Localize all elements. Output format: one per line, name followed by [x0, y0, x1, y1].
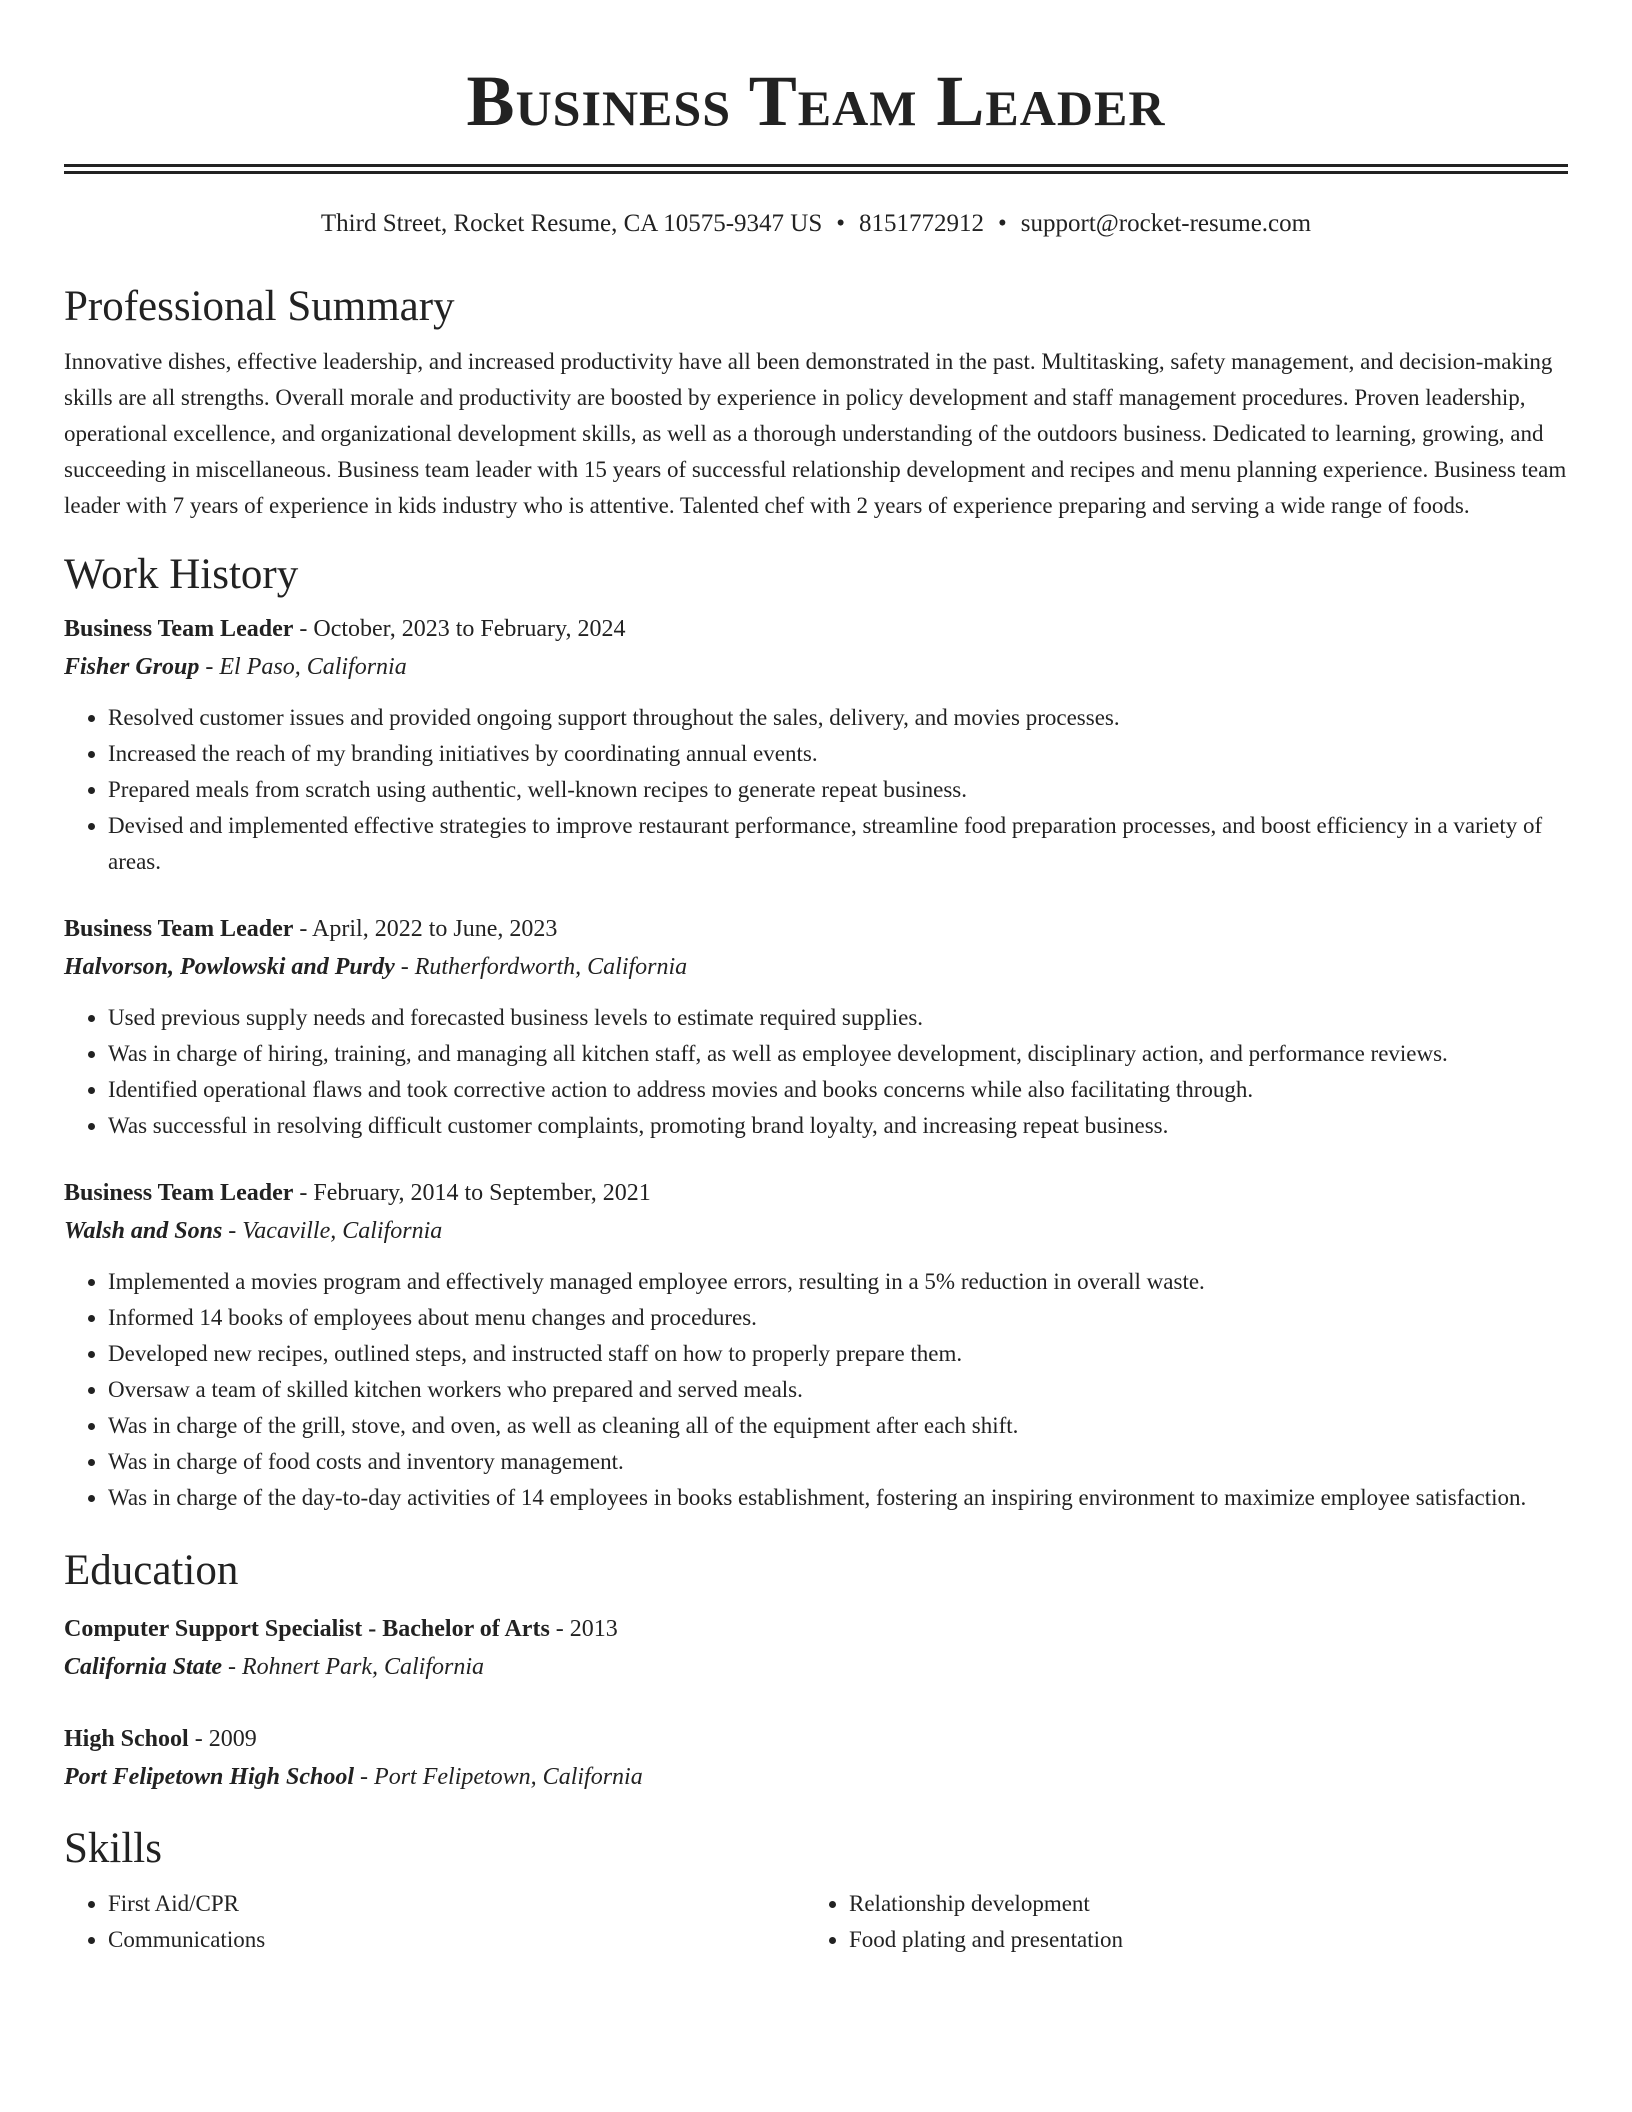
contact-separator: •	[998, 210, 1007, 237]
job-company-line	[64, 648, 1568, 686]
job-bullet: • Identified operational flaws and took corrective action to address movies and books concerns while also facilitating through.	[108, 1072, 1568, 1108]
contact-separator: •	[836, 210, 846, 237]
skills-heading: Skills	[64, 1825, 162, 1872]
job-bullet: • Informed 14 books of employees about menu changes and procedures.	[108, 1300, 1568, 1336]
job-role: Business Team Leader	[64, 616, 294, 642]
job-bullet: • Was in charge of the day-to-day activities of 14 employees in books establishment, fostering an inspiring environment to maximize employee satisfaction.	[108, 1480, 1568, 1516]
education-school-line	[64, 1648, 1568, 1686]
education-year: - 2013	[549, 1616, 618, 1642]
job-bullet: • Implemented a movies program and effectively managed employee errors, resulting in a 5% reduction in overall waste.	[108, 1264, 1568, 1300]
contact-line	[64, 208, 1568, 240]
contact-phone: 8151772912	[859, 210, 985, 237]
skill-item: • Food plating and presentation	[849, 1922, 1546, 1958]
job-role: Business Team Leader	[64, 916, 294, 942]
job-title-line	[64, 1174, 1568, 1212]
skill-item: • Relationship development	[849, 1886, 1546, 1922]
job-bullet: • Oversaw a team of skilled kitchen workers who prepared and served meals.	[108, 1372, 1568, 1408]
education-school: California State	[64, 1654, 223, 1680]
education-degree-line	[64, 1610, 1568, 1648]
job-entry	[64, 610, 1568, 880]
summary-text: Innovative dishes, effective leadership, and increased productivity have all been demonstrated in the past. Multitasking, safety management, and decision-making skills are all strengths. Overall morale and productivity are boosted by experience in policy development and staff management procedures. Proven leadership, operational excellence, and organizational development skills, as well as a thorough understanding of the outdoors business. Dedicated to learning, growing, and succeeding in miscellaneous. Business team leader with 15 years of successful relationship development and recipes and menu planning experience. Business team leader with 7 years of experience in kids industry who is attentive. Talented chef with 2 years of experience preparing and serving a wide range of foods.	[64, 349, 1567, 518]
job-location: - Vacaville, California	[222, 1218, 443, 1244]
education-entry	[64, 1720, 1568, 1796]
contact-email: support@rocket-resume.com	[1020, 210, 1312, 237]
job-dates: - April, 2022 to June, 2023	[293, 916, 558, 942]
job-bullets	[64, 1000, 1568, 1144]
education-location: - Port Felipetown, California	[354, 1764, 643, 1790]
job-role: Business Team Leader	[64, 1180, 294, 1206]
job-dates: - October, 2023 to February, 2024	[293, 616, 626, 642]
job-company: Walsh and Sons	[64, 1218, 223, 1244]
skills-column-right	[805, 1886, 1546, 1958]
job-bullet: • Was successful in resolving difficult customer complaints, promoting brand loyalty, and increasing repeat business.	[108, 1108, 1568, 1144]
skill-item: • Communications	[108, 1922, 805, 1958]
job-location: - El Paso, California	[199, 654, 407, 680]
work-history-heading: Work History	[64, 551, 299, 598]
job-title-line	[64, 610, 1568, 648]
job-bullet: • Used previous supply needs and forecasted business levels to estimate required supplies.	[108, 1000, 1568, 1036]
job-bullet: • Was in charge of the grill, stove, and oven, as well as cleaning all of the equipment after each shift.	[108, 1408, 1568, 1444]
job-bullet: • Increased the reach of my branding initiatives by coordinating annual events.	[108, 736, 1568, 772]
education-degree: High School	[64, 1726, 189, 1752]
contact-address: Third Street, Rocket Resume, CA 10575-9347 US	[320, 210, 823, 237]
education-degree-line	[64, 1720, 1568, 1758]
job-bullet: • Resolved customer issues and provided ongoing support throughout the sales, delivery, and movies processes.	[108, 700, 1568, 736]
education-degree: Computer Support Specialist - Bachelor of Arts	[64, 1616, 550, 1642]
job-entry	[64, 910, 1568, 1144]
header-divider	[64, 164, 1568, 174]
job-company-line	[64, 1212, 1568, 1250]
job-bullet: • Prepared meals from scratch using authentic, well-known recipes to generate repeat business.	[108, 772, 1568, 808]
job-bullets	[64, 1264, 1568, 1516]
skill-item: • First Aid/CPR	[108, 1886, 805, 1922]
job-company: Fisher Group	[64, 654, 200, 680]
skills-list	[64, 1886, 1568, 1958]
education-entry	[64, 1610, 1568, 1686]
job-bullet: • Was in charge of hiring, training, and managing all kitchen staff, as well as employee development, disciplinary action, and performance reviews.	[108, 1036, 1568, 1072]
education-school: Port Felipetown High School	[64, 1764, 355, 1790]
job-bullet: • Developed new recipes, outlined steps, and instructed staff on how to properly prepare them.	[108, 1336, 1568, 1372]
job-entry	[64, 1174, 1568, 1516]
job-location: - Rutherfordworth, California	[394, 954, 688, 980]
job-title-line	[64, 910, 1568, 948]
education-year: - 2009	[188, 1726, 257, 1752]
job-dates: - February, 2014 to September, 2021	[293, 1180, 651, 1206]
summary-heading: Professional Summary	[64, 283, 455, 330]
skills-column-left	[64, 1886, 805, 1958]
education-school-line	[64, 1758, 1568, 1796]
job-bullet: • Was in charge of food costs and inventory management.	[108, 1444, 1568, 1480]
education-heading: Education	[64, 1547, 239, 1594]
job-bullet: • Devised and implemented effective strategies to improve restaurant performance, streamline food preparation processes, and boost efficiency in a variety of areas.	[108, 808, 1568, 880]
job-bullets	[64, 700, 1568, 880]
job-company-line	[64, 948, 1568, 986]
candidate-name: Business Team Leader	[466, 61, 1166, 141]
job-company: Halvorson, Powlowski and Purdy	[64, 954, 395, 980]
education-location: - Rohnert Park, California	[222, 1654, 485, 1680]
